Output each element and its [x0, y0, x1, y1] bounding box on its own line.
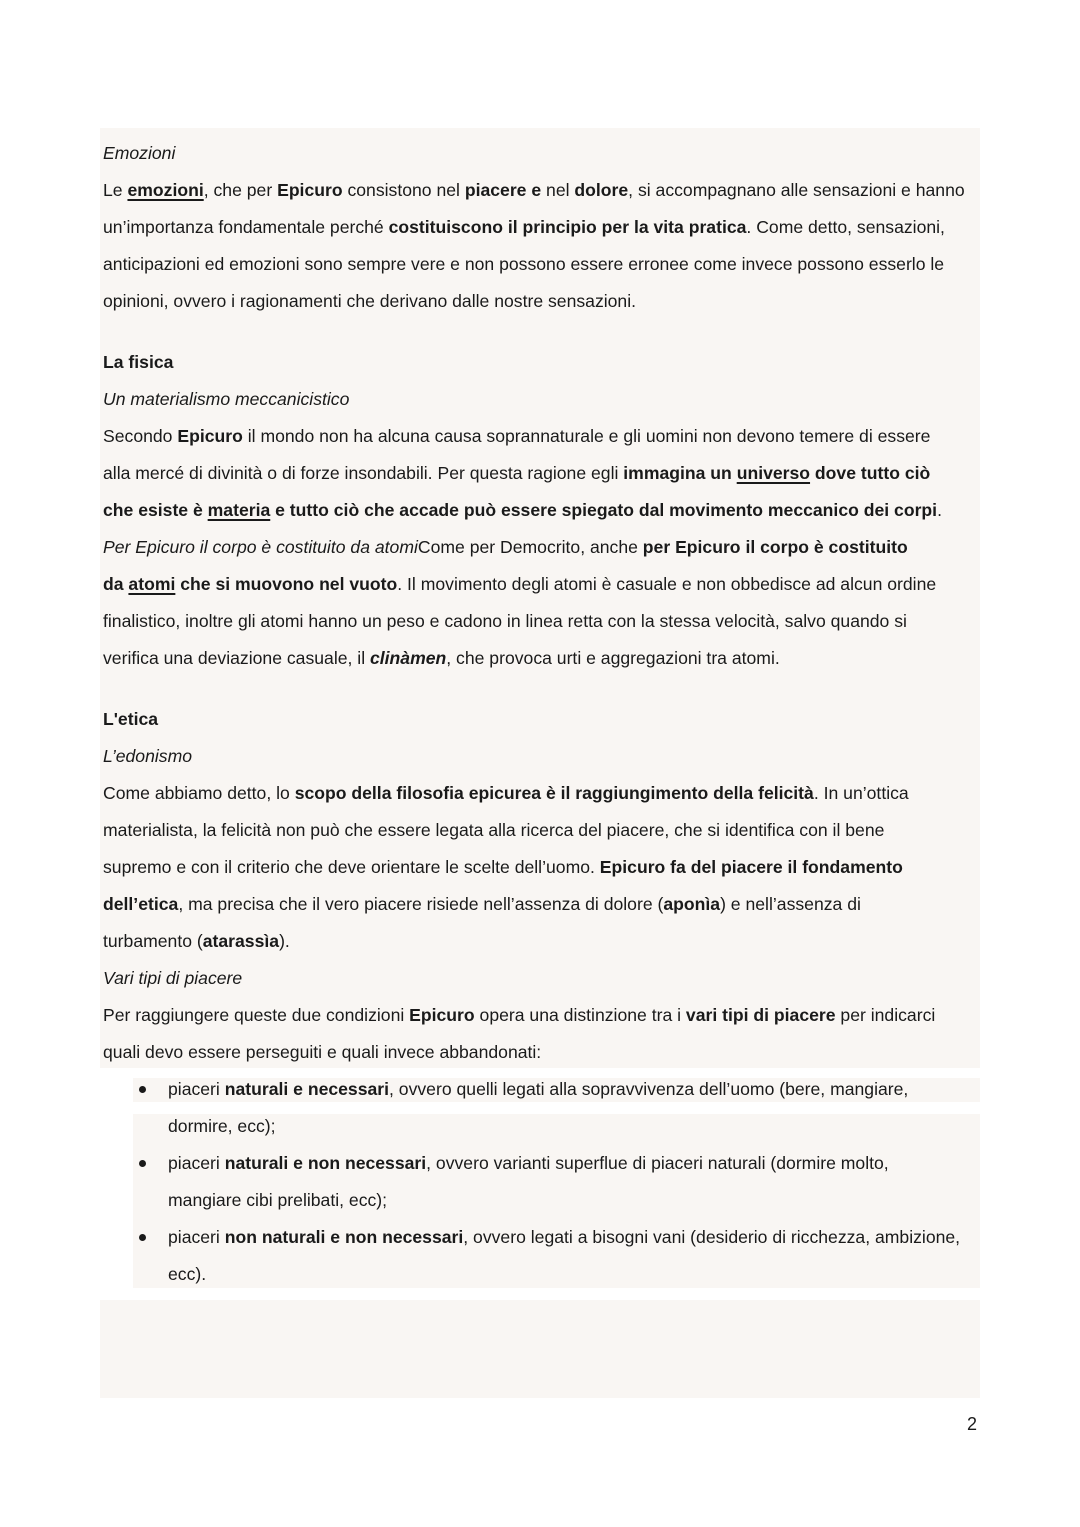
text-run: alla mercé di divinità o di forze insondabili. Per questa ragione egli — [103, 463, 624, 483]
text-run: . Come detto, sensazioni, — [746, 217, 945, 237]
paragraph-line — [103, 172, 983, 209]
text-run: Per raggiungere queste due condizioni — [103, 1005, 410, 1025]
text-run: il mondo non ha alcuna causa soprannaturale e gli uomini non devono temere di essere — [242, 426, 931, 446]
text-run: ). — [279, 931, 290, 951]
keyword-aponia: aponìa — [663, 894, 721, 914]
text-run: , ovvero varianti superflue di piaceri naturali (dormire molto, — [426, 1153, 889, 1173]
text-run: . Il movimento degli atomi è casuale e non obbedisce ad alcun ordine — [397, 574, 937, 594]
paragraph-line: opinioni, ovvero i ragionamenti che derivano dalle nostre sensazioni. — [103, 291, 637, 311]
paragraph-line: materialista, la felicità non può che essere legata alla ricerca del piacere, che si identifica con il bene — [103, 820, 885, 840]
bold-phrase: naturali e non necessari — [224, 1153, 427, 1173]
bold-phrase: dell’etica — [103, 894, 179, 914]
text-run: ) e nell’assenza di — [720, 894, 861, 914]
list-item-continuation: dormire, ecc); — [168, 1116, 276, 1136]
paragraph-line — [103, 997, 983, 1034]
keyword-clinamen: clinàmen — [370, 648, 447, 668]
paragraph-line — [103, 640, 983, 677]
keyword-dolore: dolore — [574, 180, 629, 200]
paragraph-line — [103, 849, 983, 886]
text-run: Come per Democrito, anche — [417, 537, 643, 557]
section-gap — [103, 677, 983, 701]
bold-phrase: scopo della filosofia epicurea è il raggiungimento della felicità — [294, 783, 814, 803]
keyword-emozioni: emozioni — [127, 180, 204, 200]
text-run: Le — [103, 180, 128, 200]
keyword-universo: universo — [736, 463, 811, 483]
paragraph-line: finalistico, inoltre gli atomi hanno un peso e cadono in linea retta con la stessa velocità, salvo quando si — [103, 611, 907, 631]
keyword-atarassia: atarassìa — [202, 931, 280, 951]
paragraph-line — [103, 566, 983, 603]
keyword-epicuro: Epicuro — [177, 426, 243, 446]
bold-phrase: che si muovono nel vuoto — [175, 574, 398, 594]
text-run: per indicarci — [835, 1005, 936, 1025]
text-run: opera una distinzione tra i — [474, 1005, 686, 1025]
bullet-icon — [139, 1234, 146, 1241]
list-item-line — [168, 1145, 983, 1182]
text-run: piaceri — [168, 1227, 225, 1247]
text-run: piaceri — [168, 1079, 225, 1099]
paragraph-line — [103, 418, 983, 455]
bold-phrase: che esiste è — [103, 500, 208, 520]
bold-phrase: dove tutto ciò — [810, 463, 931, 483]
inline-subheading: Per Epicuro il corpo è costituito da atomi — [103, 537, 418, 557]
text-run: , si accompagnano alle sensazioni e hanno — [628, 180, 965, 200]
list-item-continuation: ecc). — [168, 1264, 207, 1284]
paragraph-line — [103, 886, 983, 923]
bold-phrase: costituiscono il principio per la vita pratica — [388, 217, 747, 237]
keyword-epicuro: Epicuro — [409, 1005, 475, 1025]
bold-phrase: immagina un — [623, 463, 737, 483]
text-run: Come abbiamo detto, lo — [103, 783, 295, 803]
text-run: piaceri — [168, 1153, 225, 1173]
text-run: consistono nel — [342, 180, 465, 200]
bold-phrase: non naturali e non necessari — [224, 1227, 464, 1247]
bold-phrase: e tutto ciò che accade può essere spiegato dal movimento meccanico dei corpi — [270, 500, 938, 520]
list-item — [103, 1219, 983, 1293]
keyword-atomi: atomi — [128, 574, 176, 594]
list-item-line — [168, 1219, 983, 1256]
paragraph-line — [103, 455, 983, 492]
text-run: , ma precisa che il vero piacere risiede nell’assenza di dolore ( — [178, 894, 664, 914]
bold-phrase: naturali e necessari — [224, 1079, 390, 1099]
page-number: 2 — [966, 1414, 977, 1434]
bold-phrase: vari tipi di piacere — [685, 1005, 836, 1025]
text-run: , che provoca urti e aggregazioni tra atomi. — [446, 648, 780, 668]
keyword-piacere: piacere e — [464, 180, 542, 200]
heading-la-fisica: La fisica — [103, 352, 174, 372]
subheading-emozioni: Emozioni — [103, 143, 176, 163]
paragraph-line — [103, 775, 983, 812]
heading-etica: L'etica — [103, 709, 159, 729]
subheading-materialismo: Un materialismo meccanicistico — [103, 389, 350, 409]
text-run: supremo e con il criterio che deve orientare le scelte dell’uomo. — [103, 857, 600, 877]
keyword-epicuro: Epicuro — [277, 180, 343, 200]
list-item — [103, 1145, 983, 1219]
empty-highlight-block — [100, 1300, 980, 1398]
paragraph-line — [103, 209, 983, 246]
bold-phrase: per Epicuro il corpo è costituito — [642, 537, 908, 557]
text-run: . — [937, 500, 942, 520]
list-item — [103, 1071, 983, 1145]
text-run: Secondo — [103, 426, 178, 446]
paragraph-line: quali devo essere perseguiti e quali invece abbandonati: — [103, 1042, 542, 1062]
text-run: , ovvero quelli legati alla sopravvivenza dell’uomo (bere, mangiare, — [389, 1079, 909, 1099]
text-run: nel — [541, 180, 575, 200]
document-body — [103, 135, 983, 1293]
bullet-icon — [139, 1160, 146, 1167]
list-item-continuation: mangiare cibi prelibati, ecc); — [168, 1190, 388, 1210]
paragraph-line — [103, 492, 983, 529]
text-run: un’importanza fondamentale perché — [103, 217, 389, 237]
text-run: verifica una deviazione casuale, il — [103, 648, 370, 668]
bold-phrase: da — [103, 574, 129, 594]
paragraph-line: anticipazioni ed emozioni sono sempre vere e non possono essere erronee come invece possono esserlo le — [103, 254, 945, 274]
list-item-line — [168, 1071, 983, 1108]
text-run: , ovvero legati a bisogni vani (desiderio di ricchezza, ambizione, — [463, 1227, 961, 1247]
paragraph-line — [103, 529, 983, 566]
paragraph-line — [103, 923, 983, 960]
text-run: . In un’ottica — [813, 783, 909, 803]
keyword-materia: materia — [207, 500, 271, 520]
text-run: turbamento ( — [103, 931, 203, 951]
bullet-icon — [139, 1086, 146, 1093]
text-run: , che per — [203, 180, 278, 200]
subheading-edonismo: L’edonismo — [103, 746, 193, 766]
bold-phrase: Epicuro fa del piacere il fondamento — [599, 857, 903, 877]
pleasure-types-list — [103, 1071, 983, 1293]
section-gap — [103, 320, 983, 344]
subheading-tipi-piacere: Vari tipi di piacere — [103, 968, 243, 988]
